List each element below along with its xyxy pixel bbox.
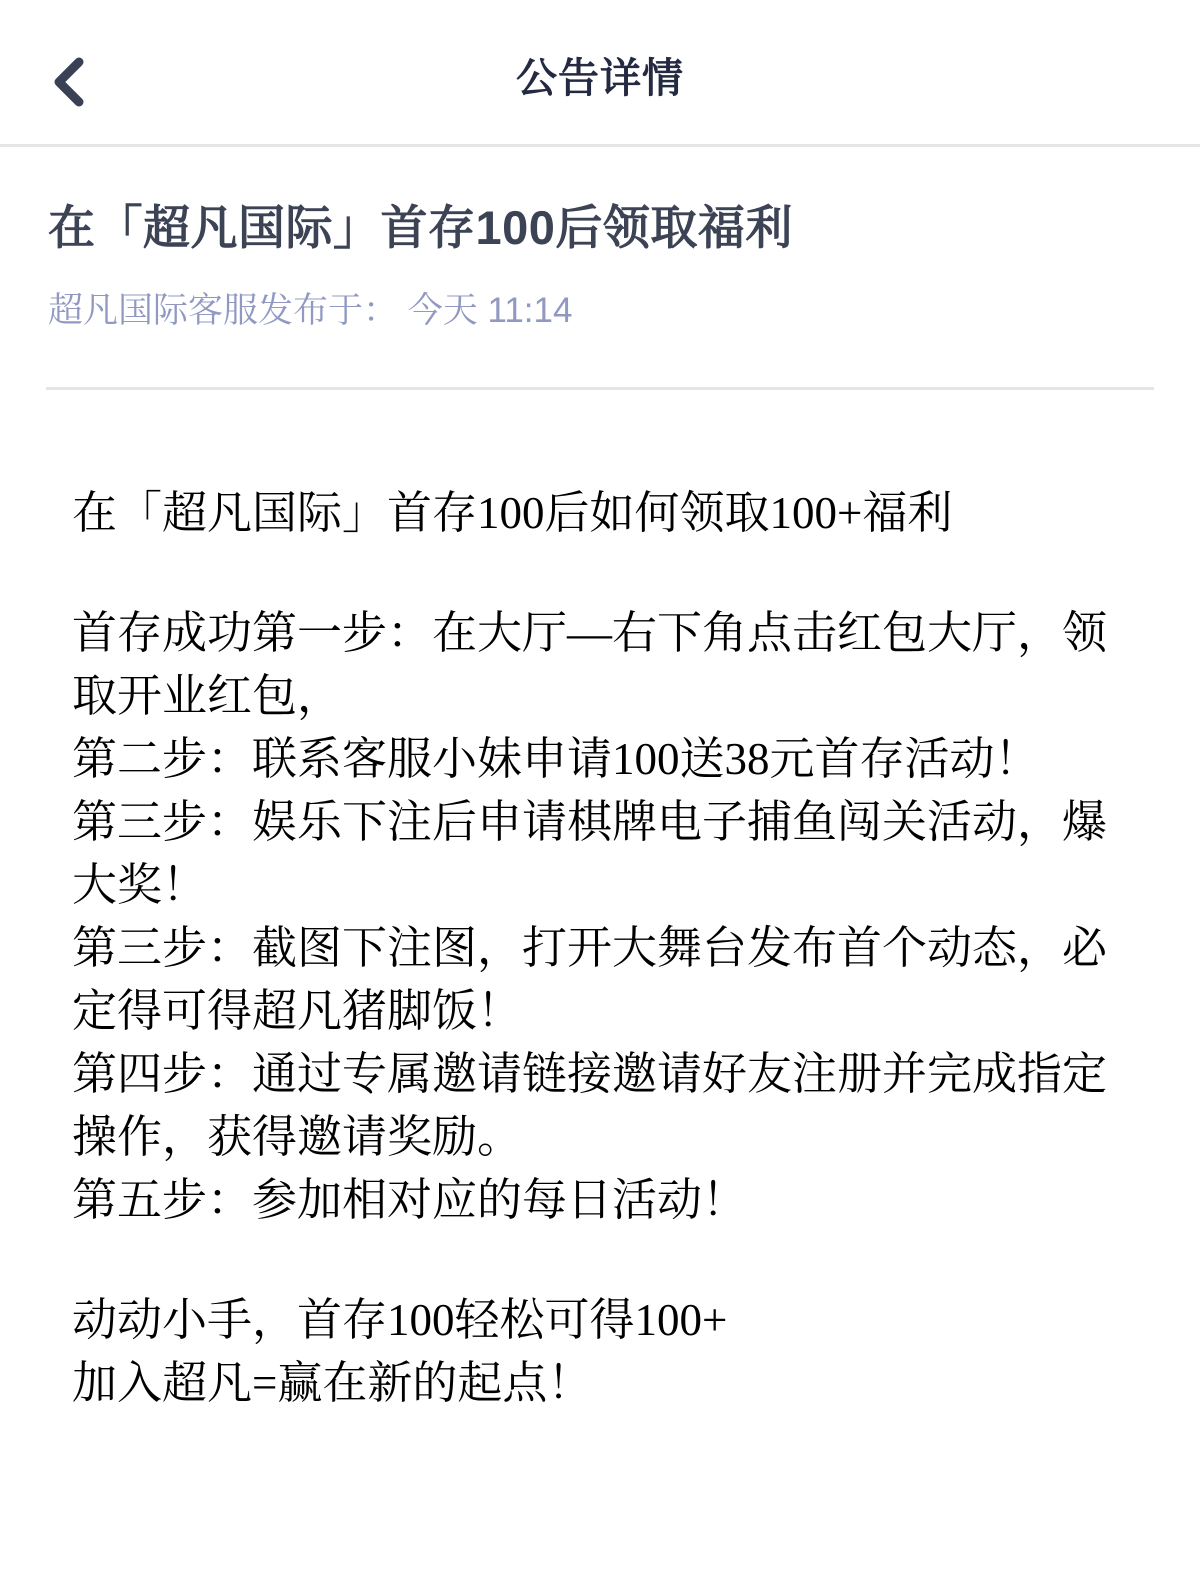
body-line: 加入超凡=赢在新的起点！ — [72, 1358, 593, 1408]
article-meta: 超凡国际客服发布于： 今天 11:14 — [48, 291, 573, 330]
body-line: 第四步：通过专属邀请链接邀请好友注册并完成指定操作，获得邀请奖励。 — [72, 1049, 1108, 1162]
body-line: 第二步：联系客服小妹申请100送38元首存活动！ — [72, 734, 1040, 784]
body-line: 第三步：娱乐下注后申请棋牌电子捕鱼闯关活动，爆大奖！ — [72, 797, 1108, 910]
body-line: 第三步：截图下注图，打开大舞台发布首个动态，必定得可得超凡猪脚饭！ — [72, 923, 1108, 1036]
body-line: 动动小手，首存100轻松可得100+ — [72, 1295, 728, 1345]
article-title: 在「超凡国际」首存100后领取福利 — [48, 201, 793, 254]
body-paragraph — [72, 1289, 1112, 1415]
top-bar — [0, 0, 1200, 147]
page-title: 公告详情 — [516, 55, 684, 101]
body-line: 首存成功第一步：在大厅—右下角点击红包大厅，领取开业红包， — [72, 608, 1108, 721]
body-paragraph — [72, 602, 1112, 1232]
article-body — [72, 390, 1112, 1415]
back-button[interactable] — [50, 54, 94, 110]
body-paragraph — [72, 482, 1112, 545]
body-line: 在「超凡国际」首存100后如何领取100+福利 — [72, 488, 953, 538]
article-header — [0, 147, 1200, 335]
body-line: 第五步：参加相对应的每日活动！ — [72, 1175, 748, 1225]
chevron-left-icon — [50, 56, 86, 108]
